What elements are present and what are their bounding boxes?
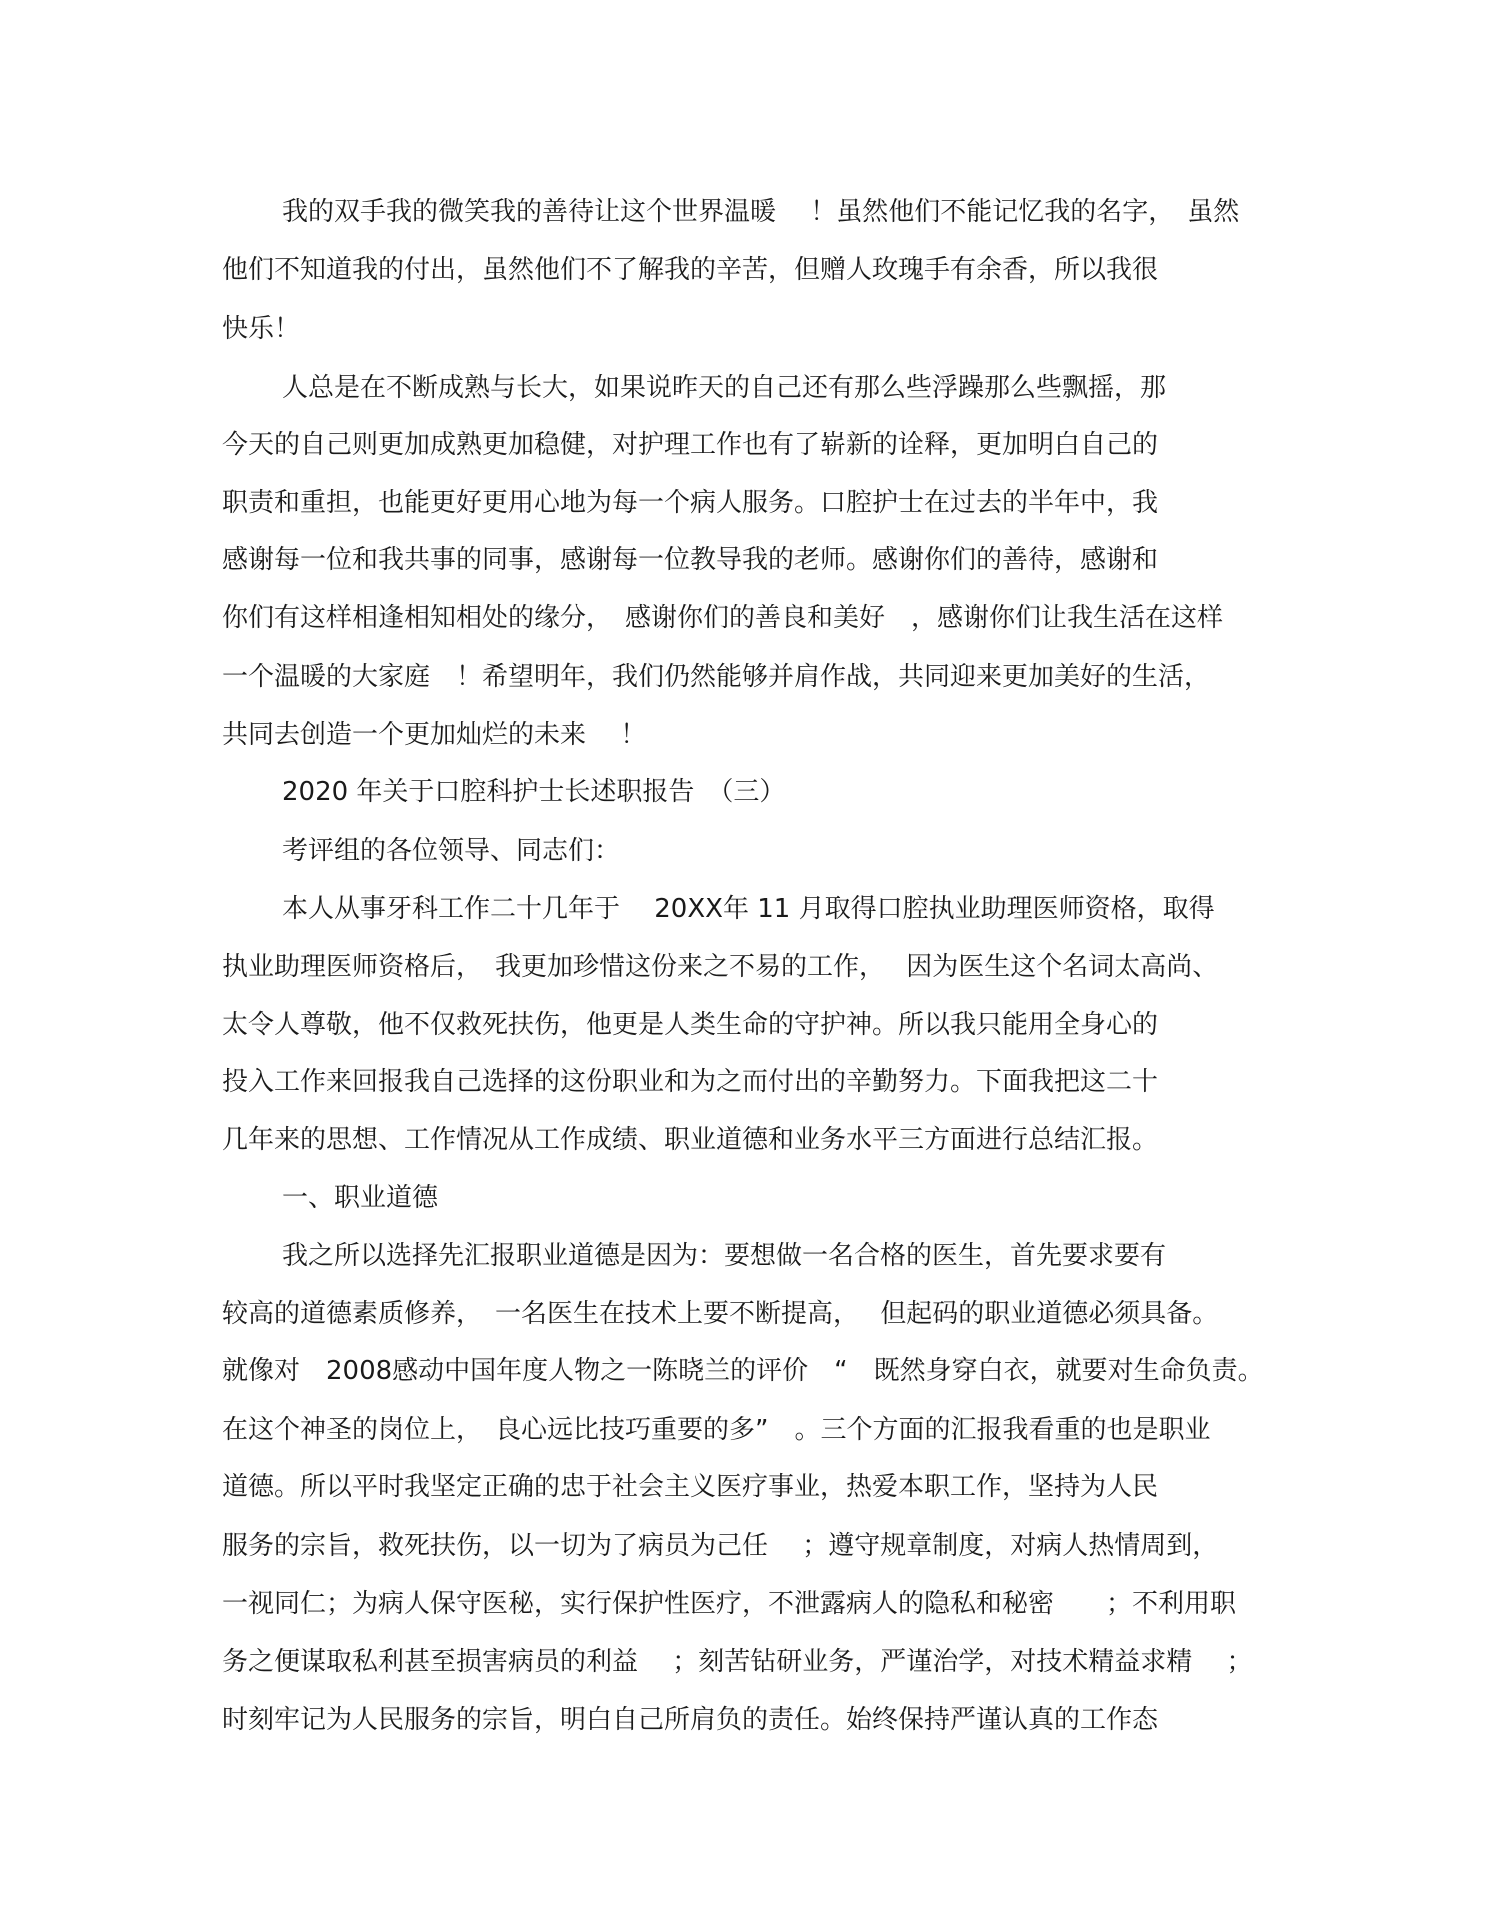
text-line: 较高的道德素质修养， 一名医生在技术上要不断提高， 但起码的职业道德必须具备。	[222, 1299, 1219, 1329]
text-line: 一个温暖的大家庭 ！希望明年，我们仍然能够并肩作战，共同迎来更加美好的生活，	[222, 662, 1211, 692]
text-line: 感谢每一位和我共事的同事，感谢每一位教导我的老师。感谢你们的善待，感谢和	[222, 545, 1159, 575]
text-line: 一视同仁；为病人保守医秘，实行保护性医疗，不泄露病人的隐私和秘密 ；不利用职	[222, 1589, 1237, 1619]
text-line: 我的双手我的微笑我的善待让这个世界温暖 ！虽然他们不能记忆我的名字， 虽然	[282, 197, 1240, 227]
text-line: 他们不知道我的付出，虽然他们不了解我的辛苦，但赠人玫瑰手有余香，所以我很	[222, 255, 1159, 285]
text-line: 时刻牢记为人民服务的宗旨，明白自己所肩负的责任。始终保持严谨认真的工作态	[222, 1705, 1159, 1735]
text-line: 投入工作来回报我自己选择的这份职业和为之而付出的辛勤努力。下面我把这二十	[222, 1067, 1159, 1097]
text-line: 执业助理医师资格后， 我更加珍惜这份来之不易的工作， 因为医生这个名词太高尚、	[222, 952, 1219, 982]
text-line: 服务的宗旨，救死扶伤，以一切为了病员为己任 ；遵守规章制度，对病人热情周到，	[222, 1531, 1219, 1561]
text-line: 道德。所以平时我坚定正确的忠于社会主义医疗事业，热爱本职工作，坚持为人民	[222, 1472, 1159, 1502]
text-line: 快乐！	[222, 314, 301, 344]
text-line: 共同去创造一个更加灿烂的未来 ！	[222, 720, 647, 750]
text-line: 你们有这样相逢相知相处的缘分， 感谢你们的善良和美好 ，感谢你们让我生活在这样	[222, 603, 1224, 633]
section-title: 2020 年关于口腔科护士长述职报告 （三）	[282, 777, 786, 807]
salutation: 考评组的各位领导、同志们：	[282, 836, 621, 866]
text-line: 人总是在不断成熟与长大，如果说昨天的自己还有那么些浮躁那么些飘摇，那	[282, 373, 1167, 403]
text-line: 几年来的思想、工作情况从工作成绩、职业道德和业务水平三方面进行总结汇报。	[222, 1125, 1159, 1155]
subheading: 一、职业道德	[282, 1183, 439, 1213]
text-line: 职责和重担，也能更好更用心地为每一个病人服务。口腔护士在过去的半年中，我	[222, 488, 1159, 518]
text-line: 今天的自己则更加成熟更加稳健，对护理工作也有了崭新的诠释，更加明白自己的	[222, 430, 1159, 460]
text-line: 就像对 2008感动中国年度人物之一陈晓兰的评价 “ 既然身穿白衣，就要对生命负责。	[222, 1356, 1264, 1386]
text-line: 本人从事牙科工作二十几年于 20XX年 11 月取得口腔执业助理医师资格，取得	[282, 894, 1215, 924]
text-line: 务之便谋取私利甚至损害病员的利益 ；刻苦钻研业务，严谨治学，对技术精益求精 ；	[222, 1647, 1253, 1677]
text-line: 太令人尊敬，他不仅救死扶伤，他更是人类生命的守护神。所以我只能用全身心的	[222, 1010, 1159, 1040]
text-line: 在这个神圣的岗位上， 良心远比技巧重要的多” 。三个方面的汇报我看重的也是职业	[222, 1415, 1211, 1445]
text-line: 我之所以选择先汇报职业道德是因为：要想做一名合格的医生，首先要求要有	[282, 1241, 1167, 1271]
